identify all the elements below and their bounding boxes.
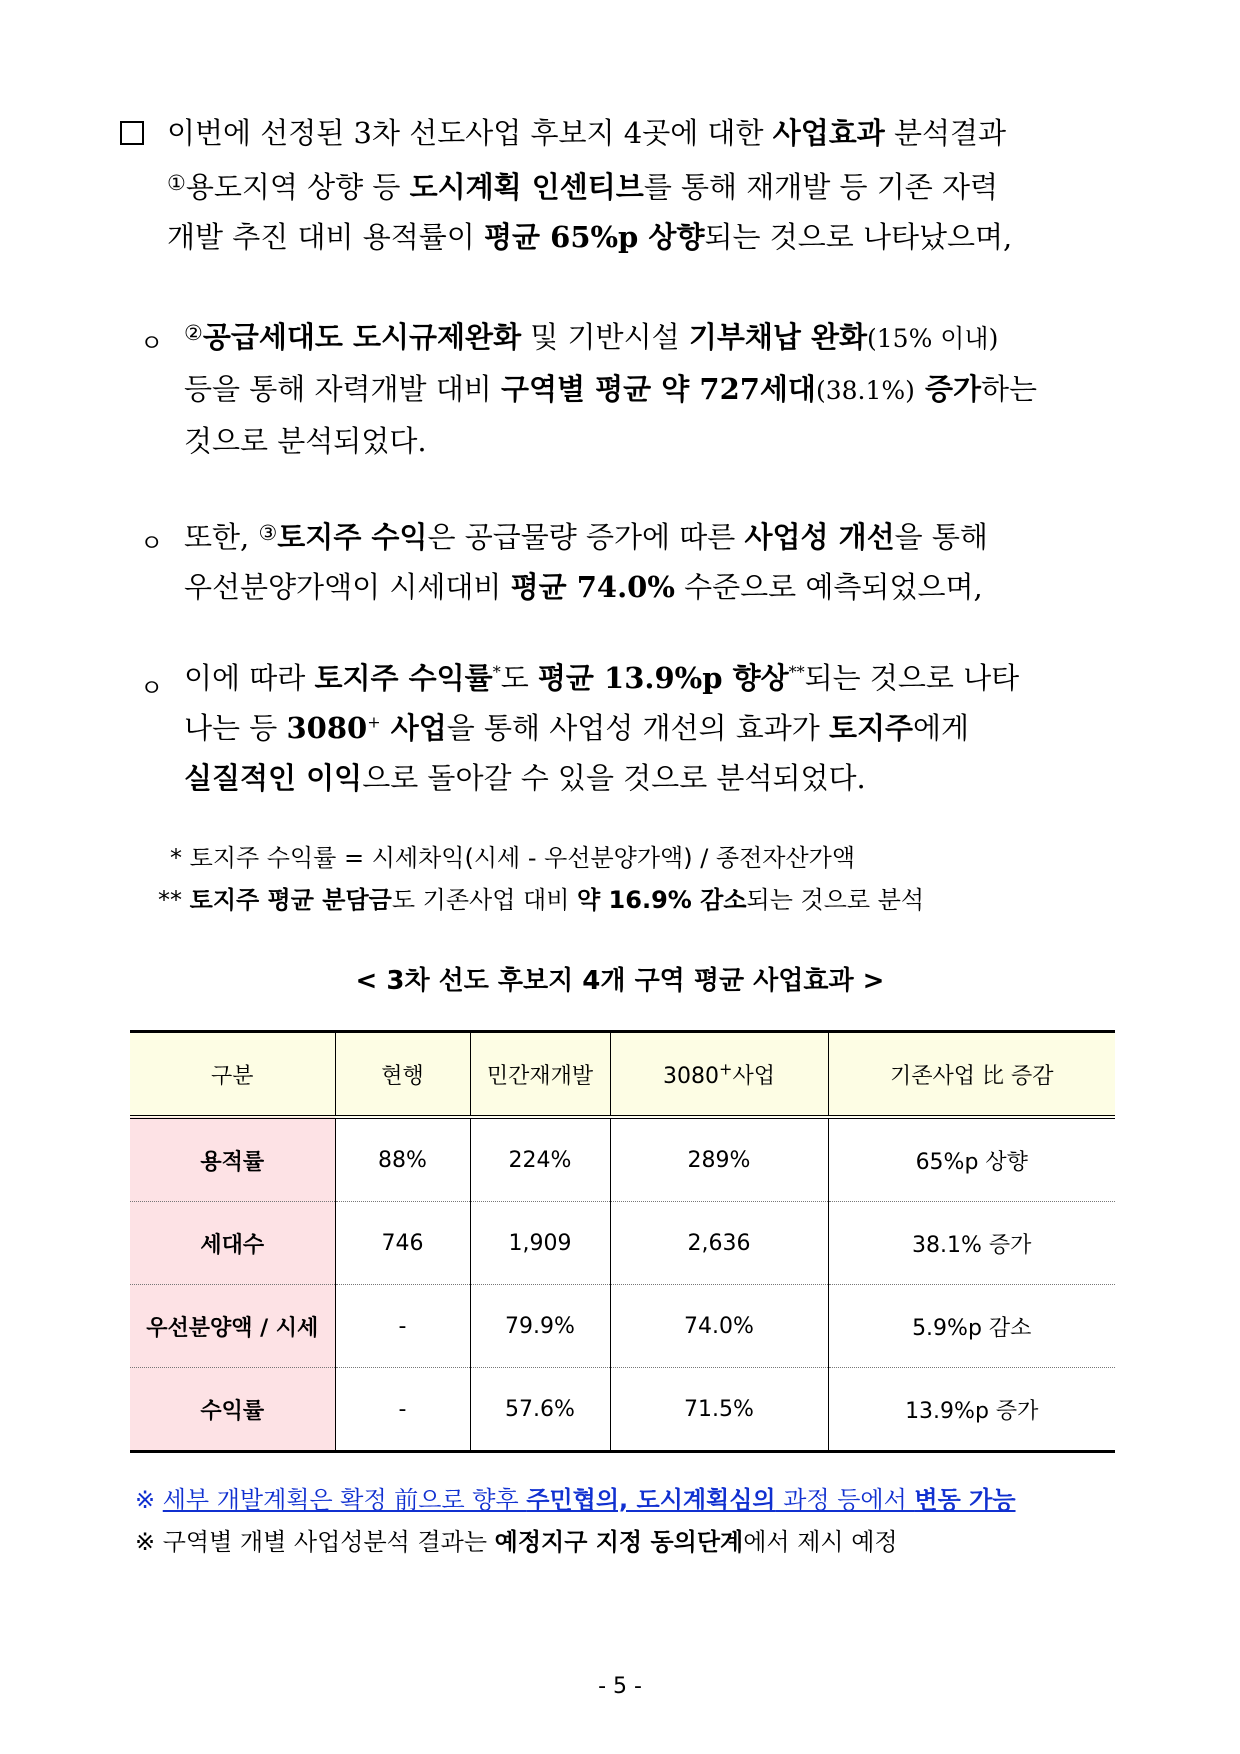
header-private-redevelopment: 민간재개발 [470, 1032, 610, 1118]
bullet-3: ㅇ [140, 529, 164, 557]
p2-line-3: 것으로 분석되었다. [184, 424, 427, 458]
p4-line-3: 실질적인 이익으로 돌아갈 수 있을 것으로 분석되었다. [184, 761, 866, 795]
checkbox-square [120, 121, 144, 145]
table-cell: 289% [610, 1117, 828, 1202]
p4-line-1: 이에 따라 토지주 수익률*도 평균 13.9%p 향상**되는 것으로 나타 [184, 661, 1020, 695]
paragraph-1 [167, 108, 1122, 262]
table-row [130, 1117, 1115, 1202]
page-number: - 5 - [598, 1674, 642, 1699]
table-row [130, 1202, 1115, 1285]
table-row [130, 1285, 1115, 1368]
row-header: 세대수 [130, 1202, 335, 1285]
p1-line-1: 이번에 선정된 3차 선도사업 후보지 4곳에 대한 사업효과 분석결과 [167, 116, 1007, 150]
table-cell: 79.9% [470, 1285, 610, 1368]
table-cell: 746 [335, 1202, 470, 1285]
p1-line-3: 개발 추진 대비 용적률이 평균 65%p 상향되는 것으로 나타났으며, [167, 220, 1013, 254]
table-cell: 5.9%p 감소 [828, 1285, 1115, 1368]
p1-line-2: ①용도지역 상향 등 도시계획 인센티브를 통해 재개발 등 기존 자력 [167, 170, 999, 204]
table-header-row [130, 1032, 1115, 1118]
table-cell: - [335, 1368, 470, 1452]
table-cell: 65%p 상향 [828, 1117, 1115, 1202]
table-cell: 71.5% [610, 1368, 828, 1452]
footnote-1: ※ 세부 개발계획은 확정 前으로 향후 주민협의, 도시계획심의 과정 등에서 변동 가능 [135, 1486, 1016, 1514]
row-header: 용적률 [130, 1117, 335, 1202]
header-change: 기존사업 比 증감 [828, 1032, 1115, 1118]
table-cell: 38.1% 증가 [828, 1202, 1115, 1285]
p2-line-1: ②공급세대도 도시규제완화 및 기반시설 기부채납 완화(15% 이내) [184, 320, 999, 354]
header-3080-project: 3080+사업 [610, 1032, 828, 1118]
paragraph-2 [184, 308, 1124, 466]
table-cell: - [335, 1285, 470, 1368]
table-cell: 224% [470, 1117, 610, 1202]
table-cell: 1,909 [470, 1202, 610, 1285]
paragraph-4 [184, 653, 1124, 803]
table-caption: < 3차 선도 후보지 4개 구역 평균 사업효과 > [355, 966, 885, 996]
p2-line-2: 등을 통해 자력개발 대비 구역별 평균 약 727세대(38.1%) 증가하는 [184, 372, 1038, 406]
header-current: 현행 [335, 1032, 470, 1118]
footnote-2: ※ 구역별 개별 사업성분석 결과는 예정지구 지정 동의단계에서 제시 예정 [135, 1528, 898, 1556]
table-cell: 2,636 [610, 1202, 828, 1285]
row-header: 우선분양액 / 시세 [130, 1285, 335, 1368]
note-1: * 토지주 수익률 = 시세차익(시세 - 우선분양가액) / 종전자산가액 [170, 844, 856, 872]
paragraph-3 [184, 508, 1124, 612]
p3-line-1: 또한, ③토지주 수익은 공급물량 증가에 따른 사업성 개선을 통해 [184, 520, 988, 554]
table-cell: 74.0% [610, 1285, 828, 1368]
p4-line-2: 나는 등 3080+ 사업을 통해 사업성 개선의 효과가 토지주에게 [184, 711, 970, 745]
table-row [130, 1368, 1115, 1452]
bullet-4: ㅇ [140, 674, 164, 702]
p3-line-2: 우선분양가액이 시세대비 평균 74.0% 수준으로 예측되었으며, [184, 570, 983, 604]
table-cell: 57.6% [470, 1368, 610, 1452]
table-cell: 13.9%p 증가 [905, 1398, 1039, 1424]
header-category: 구분 [130, 1032, 335, 1118]
effects-table [130, 1030, 1115, 1453]
note-2: ** 토지주 평균 분담금도 기존사업 대비 약 16.9% 감소되는 것으로 분석 [158, 886, 925, 914]
row-header: 수익률 [130, 1368, 335, 1452]
table-cell: 88% [335, 1117, 470, 1202]
bullet-2: ㅇ [140, 329, 164, 357]
